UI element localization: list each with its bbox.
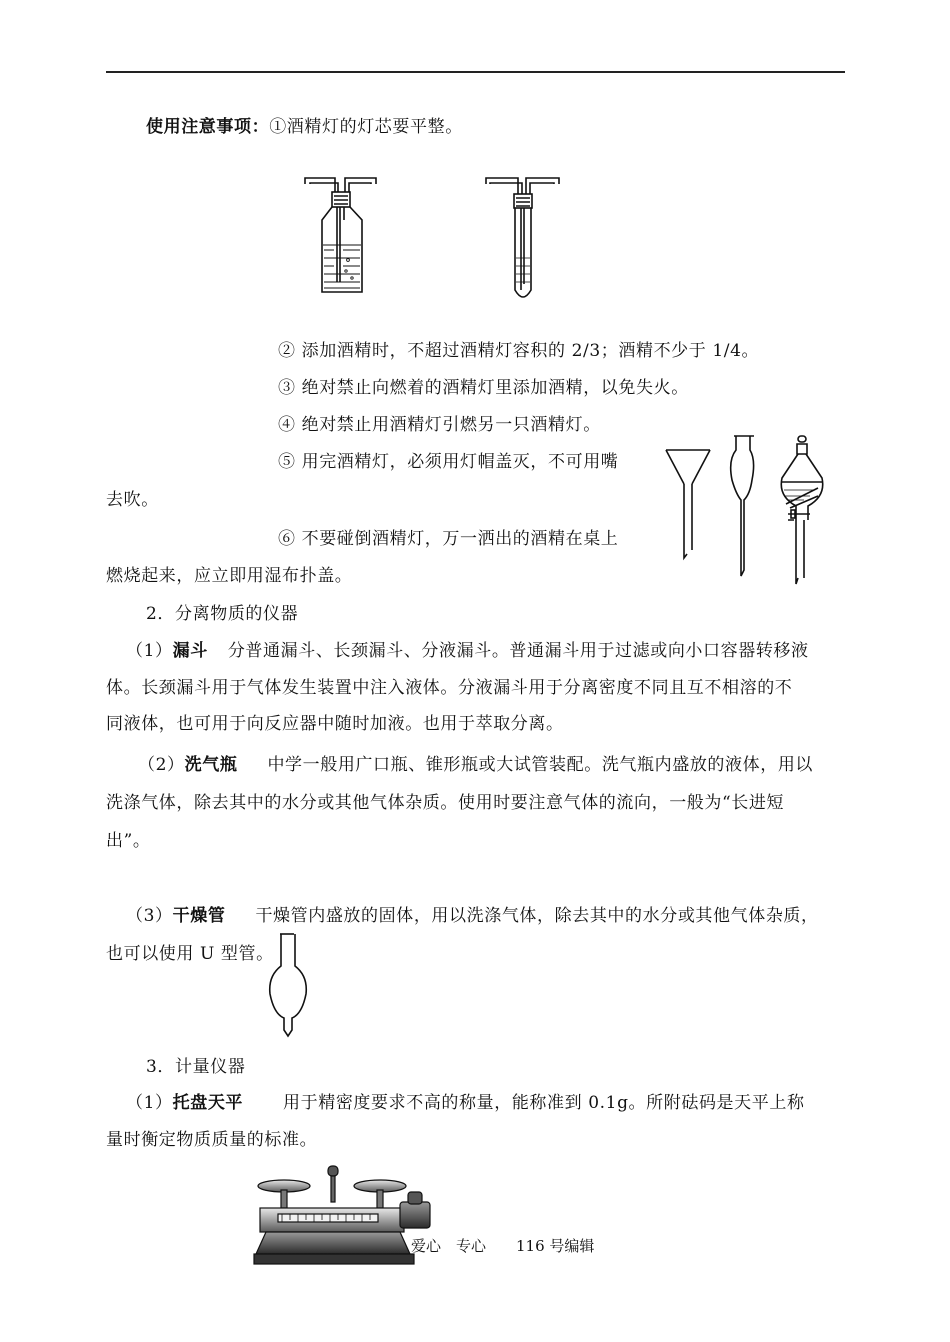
gas-washing-bottle-illustration <box>300 170 380 300</box>
section3-title: 3．计量仪器 <box>146 1057 246 1077</box>
drying-tube-paragraph-number: （3） <box>126 906 173 926</box>
wash-bottle-paragraph-line1 <box>138 754 813 776</box>
drying-tube-term: 干燥管 <box>172 906 226 926</box>
funnels-illustration <box>664 432 828 592</box>
funnel-term: 漏斗 <box>172 641 208 661</box>
notes-heading: 使用注意事项： <box>146 117 270 137</box>
wash-bottle-paragraph-line2: 洗涤气体，除去其中的水分或其他气体杂质。使用时要注意气体的流向，一般为“长进短 <box>106 793 785 813</box>
note-item-5-line2: 去吹。 <box>106 490 159 510</box>
wash-bottle-text-1: 中学一般用广口瓶、锥形瓶或大试管装配。洗气瓶内盛放的液体，用以 <box>267 755 814 775</box>
wash-bottle-term: 洗气瓶 <box>184 755 238 775</box>
drying-tube-paragraph-line1 <box>126 905 819 927</box>
balance-text-1: 用于精密度要求不高的称量，能称准到 0.1g。所附砝码是天平上称 <box>283 1093 805 1113</box>
note-item-3: ③ 绝对禁止向燃着的酒精灯里添加酒精，以免失火。 <box>278 378 689 398</box>
drying-tube-text-1: 干燥管内盛放的固体，用以洗涤气体，除去其中的水分或其他气体杂质， <box>255 906 819 926</box>
funnel-paragraph-line3: 同液体，也可用于向反应器中随时加液。也用于萃取分离。 <box>106 714 564 734</box>
wash-bottle-paragraph-number: （2） <box>138 755 185 775</box>
funnel-paragraph-line1 <box>126 640 809 662</box>
note-item-6-line1: ⑥ 不要碰倒酒精灯，万一洒出的酒精在桌上 <box>278 529 619 549</box>
header-rule <box>106 71 845 73</box>
funnel-paragraph-line2: 体。长颈漏斗用于气体发生装置中注入液体。分液漏斗用于分离密度不同且互不相溶的不 <box>106 678 793 698</box>
test-tube-wash-illustration <box>484 170 564 310</box>
wash-bottle-paragraph-line3: 出”。 <box>106 831 151 851</box>
funnel-paragraph-number: （1） <box>126 641 173 661</box>
notes-line-1 <box>146 116 463 138</box>
drying-tube-illustration <box>266 930 310 1040</box>
note-item-4: ④ 绝对禁止用酒精灯引燃另一只酒精灯。 <box>278 415 601 435</box>
balance-paragraph-line1 <box>126 1092 805 1114</box>
note-item-6-line2: 燃烧起来，应立即用湿布扑盖。 <box>106 566 353 586</box>
section2-title: 2．分离物质的仪器 <box>146 604 299 624</box>
balance-term: 托盘天平 <box>172 1093 244 1113</box>
balance-paragraph-number: （1） <box>126 1093 173 1113</box>
note-item-1: ①酒精灯的灯芯要平整。 <box>269 117 463 137</box>
note-item-5-line1: ⑤ 用完酒精灯，必须用灯帽盖灭，不可用嘴 <box>278 452 619 472</box>
balance-paragraph-line2: 量时衡定物质质量的标准。 <box>106 1130 318 1150</box>
drying-tube-paragraph-line2: 也可以使用 U 型管。 <box>106 944 274 964</box>
note-item-2: ② 添加酒精时，不超过酒精灯容积的 2/3；酒精不少于 1/4。 <box>278 341 760 361</box>
funnel-text-1: 分普通漏斗、长颈漏斗、分液漏斗。普通漏斗用于过滤或向小口容器转移液 <box>227 641 809 661</box>
page-footer: 爱心 专心 116 号编辑 <box>411 1237 595 1255</box>
